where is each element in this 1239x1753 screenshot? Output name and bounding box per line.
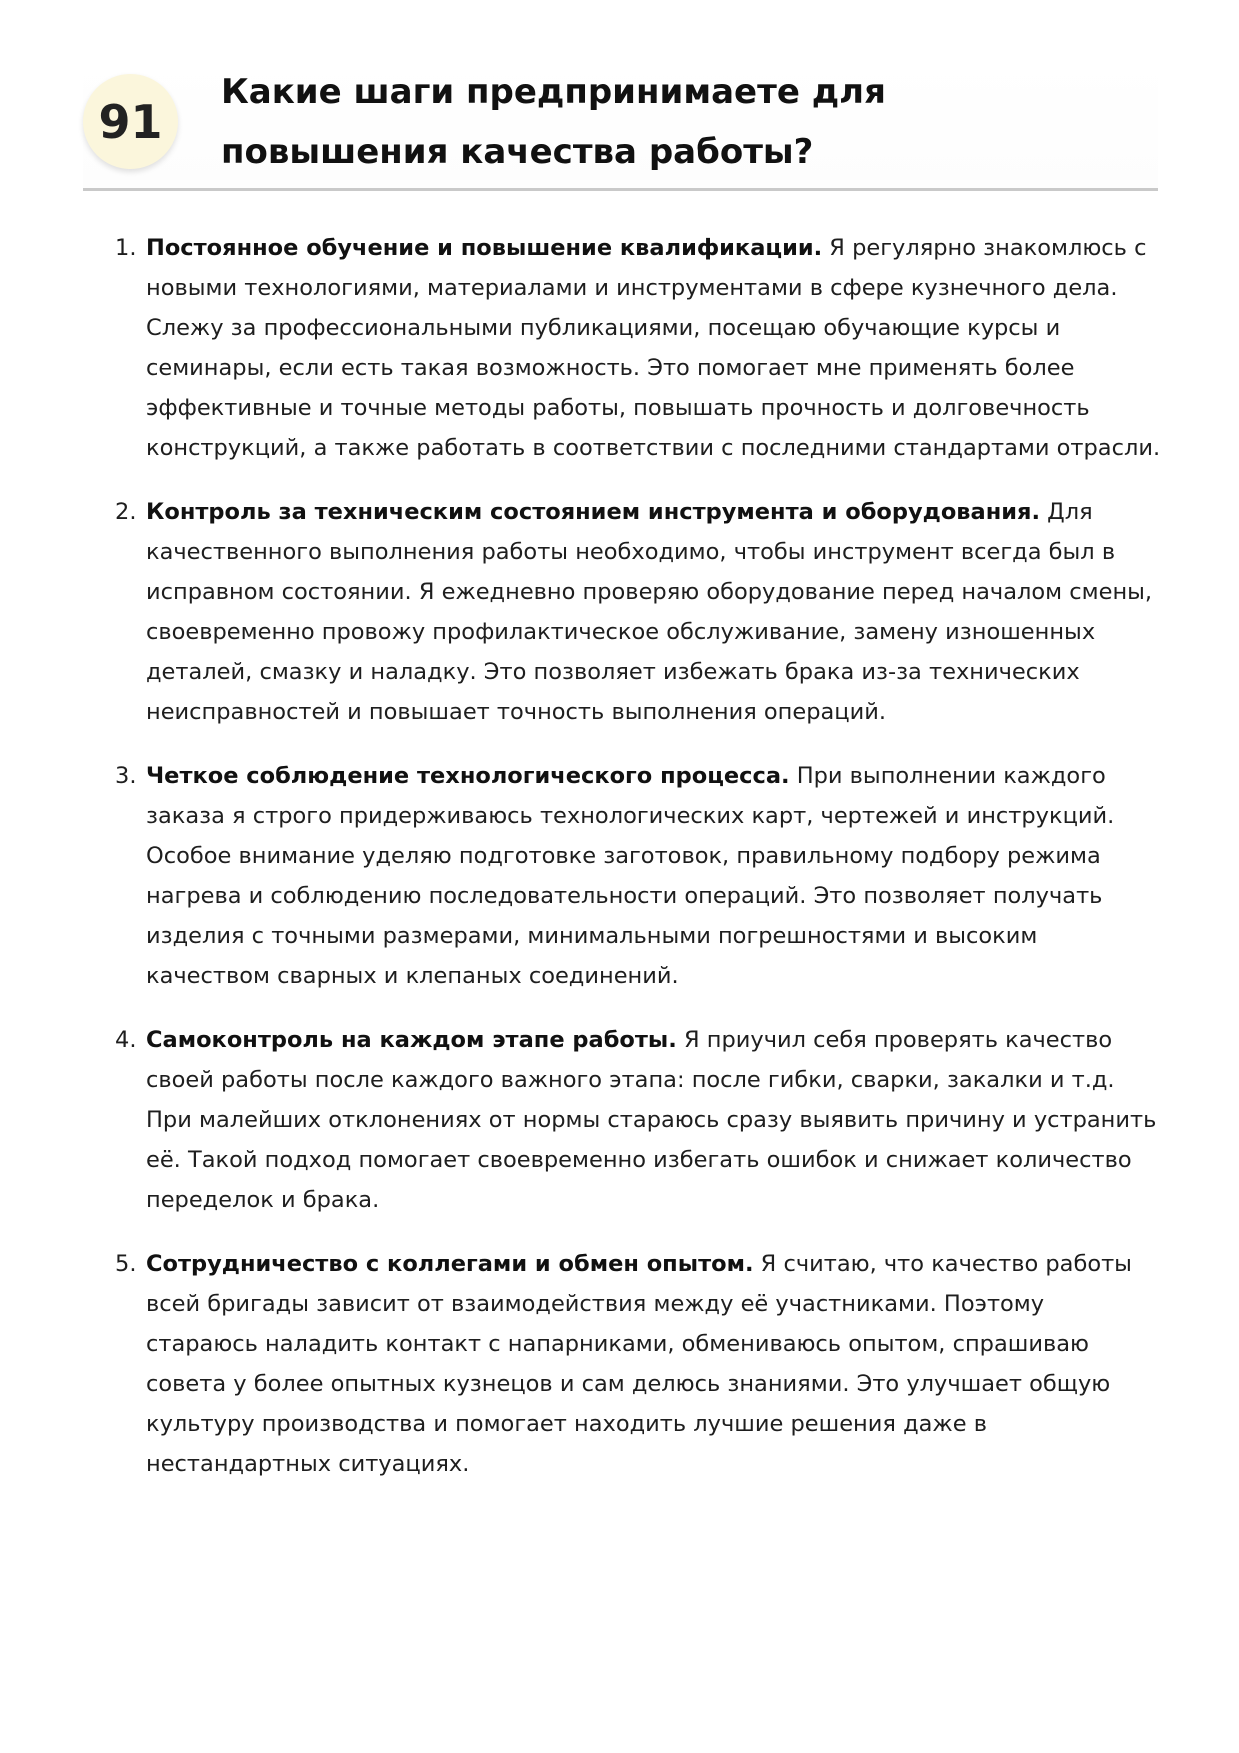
list-item-lead: Контроль за техническим состоянием инструмента и оборудования. <box>146 499 1041 525</box>
list-item <box>83 492 1163 732</box>
question-number-badge: 91 <box>83 74 178 169</box>
list-item <box>83 756 1163 996</box>
list-item-text: Для качественного выполнения работы необходимо, чтобы инструмент всегда был в исправном состоянии. Я ежедневно проверяю оборудование перед началом смены, своевременно провожу профилактическое обслуживание, замену изношенных деталей, смазку и наладку. Это позволяет избежать брака из-за технических неисправностей и повышает точность выполнения операций. <box>146 499 1153 725</box>
list-item-text: Я приучил себя проверять качество своей работы после каждого важного этапа: после гибки, сварки, закалки и т.д. При малейших отклонениях от нормы стараюсь сразу выявить причину и устранить её. Такой подход помогает своевременно избегать ошибок и снижает количество переделок и брака. <box>146 1027 1157 1213</box>
question-title: Какие шаги предпринимаете для повышения качества работы? <box>221 72 886 172</box>
list-item <box>83 1020 1163 1220</box>
list-item-number: 1. <box>115 235 137 261</box>
list-item-lead: Четкое соблюдение технологического процесса. <box>146 763 790 789</box>
list-item-text: Я считаю, что качество работы всей бригады зависит от взаимодействия между её участниками. Поэтому стараюсь наладить контакт с напарниками, обмениваюсь опытом, спрашиваю совета у более опытных кузнецов и сам делюсь знаниями. Это улучшает общую культуру производства и помогает находить лучшие решения даже в нестандартных ситуациях. <box>146 1251 1132 1477</box>
list-item-number: 2. <box>115 499 137 525</box>
list-item-number: 5. <box>115 1251 137 1277</box>
list-item-lead: Самоконтроль на каждом этапе работы. <box>146 1027 677 1053</box>
list-item-number: 4. <box>115 1027 137 1053</box>
list-item-text: При выполнении каждого заказа я строго придерживаюсь технологических карт, чертежей и инструкций. Особое внимание уделяю подготовке заготовок, правильному подбору режима нагрева и соблюдению последовательности операций. Это позволяет получать изделия с точными размерами, минимальными погрешностями и высоким качеством сварных и клепаных соединений. <box>146 763 1115 989</box>
question-header <box>83 58 1158 191</box>
list-item <box>83 228 1163 468</box>
list-item-lead: Сотрудничество с коллегами и обмен опытом. <box>146 1251 754 1277</box>
list-item-number: 3. <box>115 763 137 789</box>
answer-content <box>83 228 1163 1508</box>
list-item <box>83 1244 1163 1484</box>
answer-list <box>83 228 1163 1484</box>
list-item-text: Я регулярно знакомлюсь с новыми технологиями, материалами и инструментами в сфере кузнечного дела. Слежу за профессиональными публикациями, посещаю обучающие курсы и семинары, если есть такая возможность. Это помогает мне применять более эффективные и точные методы работы, повышать прочность и долговечность конструкций, а также работать в соответствии с последними стандартами отрасли. <box>146 235 1161 461</box>
list-item-lead: Постоянное обучение и повышение квалификации. <box>146 235 823 261</box>
